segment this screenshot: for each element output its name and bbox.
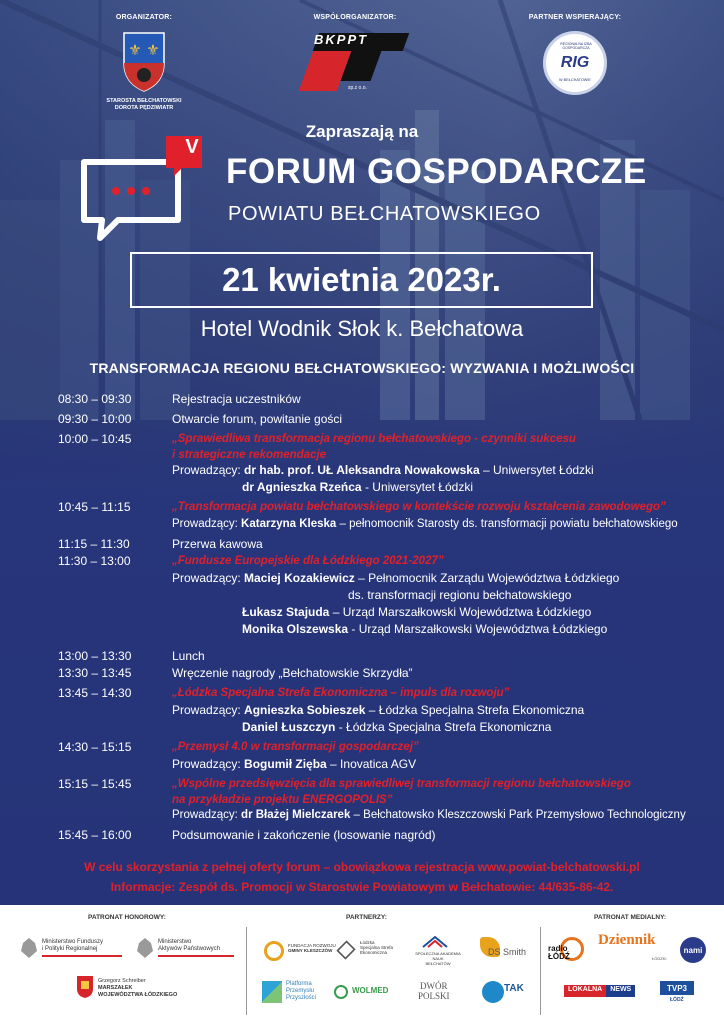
ppp-line2: Przemysłu <box>286 988 315 994</box>
session-title: „Transformacja powiatu bełchatowskiego w kontekście rozwoju kształcenia zawodowego” <box>172 501 666 513</box>
tak-logo: TAK <box>504 983 524 994</box>
dwor-polski-logo <box>418 981 450 1001</box>
frgk-logo <box>288 943 336 953</box>
eagle-icon <box>136 937 154 959</box>
speaker-row <box>58 719 698 736</box>
frgk-line1: FUNDACJA ROZWOJU <box>288 943 336 948</box>
san-line2: BEŁCHATÓW <box>425 961 451 966</box>
flag-stripe <box>42 955 122 957</box>
agenda-item: Rejestracja uczestników <box>172 392 301 406</box>
lokalna-news-logo <box>564 985 635 997</box>
divider <box>540 927 541 1015</box>
agenda-row <box>58 648 698 665</box>
speaker-name: dr Agnieszka Rzeńca <box>242 480 362 494</box>
host-label: Prowadzący: <box>172 463 241 477</box>
ppp-logo <box>286 981 316 1002</box>
rig-logo-text: RIG <box>560 54 590 71</box>
ministry-funds-logo <box>42 939 122 957</box>
agenda-row <box>58 665 698 682</box>
host-label: Prowadzący: <box>172 809 238 821</box>
supporting-partner-label: PARTNER WSPIERAJĄCY: <box>528 14 622 21</box>
bkppt-logo <box>296 27 414 97</box>
agenda-time: 15:15 – 15:45 <box>58 777 132 791</box>
rig-logo-ring-text: REGIONALNA IZBA GOSPODARCZA <box>560 42 592 50</box>
event-date-text: 21 kwietnia 2023r. <box>222 261 501 298</box>
speaker-line <box>172 756 416 773</box>
session-title: „Wspólne przedsięwzięcia dla sprawiedliwej transformacji regionu bełchatowskiego <box>172 778 631 790</box>
speaker-row <box>58 479 698 496</box>
speaker-name: dr hab. prof. UŁ Aleksandra Nowakowska <box>244 463 480 477</box>
agenda-row <box>58 739 698 756</box>
ppp-logo-mark <box>262 981 282 1003</box>
honorary-patronage-label: PATRONAT HONOROWY: <box>88 914 166 921</box>
agenda-time: 11:15 – 11:30 <box>58 537 130 551</box>
speaker-row <box>58 621 698 638</box>
ministry-assets-line2: Aktywów Państwowych <box>158 946 221 952</box>
session-title-cont: i strategiczne rekomendacje <box>172 449 327 461</box>
agenda-time: 10:00 – 10:45 <box>58 432 132 446</box>
speaker-row <box>58 587 698 604</box>
ministry-funds-line1: Ministerstwo Funduszy <box>42 939 104 945</box>
dziennik-lodzki-logo: Dziennik <box>598 932 656 948</box>
frgk-line2: GMINY KLESZCZÓW <box>288 948 333 953</box>
agenda-time: 10:45 – 11:15 <box>58 500 131 514</box>
marshal-line2: MARSZAŁEK <box>98 985 133 991</box>
organizer-block <box>98 14 190 112</box>
speaker-line <box>242 621 607 638</box>
agenda-row <box>58 793 698 807</box>
agenda-item: Lunch <box>172 649 205 663</box>
media-patronage-label: PATRONAT MEDIALNY: <box>594 914 667 921</box>
co-organizer-label: WSPÓŁORGANIZATOR: <box>313 14 397 21</box>
supporting-partner-block <box>520 14 630 95</box>
agenda-row <box>58 536 698 553</box>
agenda-time: 13:45 – 14:30 <box>58 686 132 700</box>
speaker-org: - Uniwersytet Łódzki <box>361 480 473 494</box>
forum-theme: TRANSFORMACJA REGIONU BEŁCHATOWSKIEGO: WYZWANIA I MOŻLIWOŚCI <box>89 360 635 376</box>
host-label: Prowadzący: <box>172 703 241 717</box>
news-text: NEWS <box>606 985 635 997</box>
dwor-polski-line1: DWÓR <box>420 981 448 991</box>
event-date <box>130 252 593 308</box>
speaker-line <box>242 719 551 736</box>
speaker-org: – Bełchatowsko Kleszczowski Park Przemysłowo Technologiczny <box>350 809 686 821</box>
speaker-row <box>58 570 698 587</box>
bkppt-logo-sub: sp.z o.o. <box>348 85 367 91</box>
speaker-row <box>58 604 698 621</box>
tvp3-logo <box>660 981 694 995</box>
agenda-row <box>58 448 698 462</box>
lsse-logo <box>360 940 393 955</box>
san-book-icon <box>422 935 448 949</box>
session-title: „Fundusze Europejskie dla Łódzkiego 2021-2027” <box>172 555 444 567</box>
speaker-org: – Uniwersytet Łódzki <box>479 463 594 477</box>
organizer-caption-1: STAROSTA BEŁCHATOWSKI <box>106 98 182 104</box>
speaker-name: dr Błażej Mielczarek <box>241 809 351 821</box>
lsse-line2: Specjalna Strefa <box>360 945 394 950</box>
flag-stripe <box>158 955 234 957</box>
session-title: „Przemysł 4.0 w transformacji gospodarczej” <box>172 741 419 753</box>
registration-line: W celu skorzystania z pełnej oferty forum – obowiązkowa rejestracja www.powiat-belchatowski.pl <box>84 860 640 874</box>
ministry-assets-logo <box>158 939 234 957</box>
partners-footer <box>0 905 724 1024</box>
speaker-org: – Inovatica AGV <box>326 757 417 771</box>
agenda-time: 13:30 – 13:45 <box>58 666 132 680</box>
agenda-item: Przerwa kawowa <box>172 537 263 551</box>
tvp3-logo-text: TVP3 <box>666 983 687 993</box>
nami-logo <box>680 937 706 963</box>
registration-notice <box>0 857 724 897</box>
session-title-cont: na przykładzie projektu ENERGOPOLIS” <box>172 794 393 806</box>
speaker-name: Bogumił Zięba <box>244 757 327 771</box>
contact-line: Informacje: Zespół ds. Promocji w Starostwie Powiatowym w Bełchatowie: 44/635-86-42. <box>110 880 614 894</box>
radio-lodz-logo <box>548 945 570 961</box>
organizer-caption-2: DOROTA PĘDZIWIATR <box>114 105 174 111</box>
speaker-org: – pełnomocnik Starosty ds. transformacji powiatu bełchatowskiego <box>336 518 678 530</box>
radio-lodz-line1: radio <box>548 944 568 953</box>
agenda-time: 15:45 – 16:00 <box>58 828 132 842</box>
lsse-logo-mark <box>336 940 355 959</box>
speaker-line <box>172 702 584 719</box>
agenda <box>58 391 698 844</box>
wolmed-logo-mark <box>334 985 348 999</box>
forum-subtitle: POWIATU BEŁCHATOWSKIEGO <box>228 203 541 225</box>
san-line1: SPOŁECZNA AKADEMIA NAUK <box>415 951 461 961</box>
coat-of-arms-icon <box>119 29 169 93</box>
marshal-logo <box>98 978 177 999</box>
speaker-org: – Urząd Marszałkowski Województwa Łódzkiego <box>329 605 592 619</box>
agenda-time: 14:30 – 15:15 <box>58 740 132 754</box>
nami-logo-text: nami <box>683 945 703 955</box>
speaker-name: Maciej Kozakiewicz <box>244 571 355 585</box>
marshal-line3: WOJEWÓDZTWA ŁÓDZKIEGO <box>98 992 178 998</box>
dziennik-lodzki-sub: ŁÓDZKI <box>652 956 667 961</box>
agenda-row <box>58 499 698 516</box>
radio-lodz-line2: ŁÓDŹ <box>548 952 570 961</box>
san-logo <box>410 951 466 966</box>
speaker-org: - Urząd Marszałkowski Województwa Łódzkiego <box>348 622 608 636</box>
agenda-time: 08:30 – 09:30 <box>58 392 132 406</box>
lsse-line3: Ekonomiczna <box>360 950 388 955</box>
co-organizer-block <box>296 14 414 97</box>
bkppt-logo-text: BKPPT <box>314 32 369 47</box>
speaker-row <box>58 516 698 533</box>
partners-label: PARTNERZY: <box>346 914 387 921</box>
speaker-row <box>58 807 698 824</box>
speaker-line <box>172 570 619 587</box>
svg-text:⚜: ⚜ <box>146 42 160 59</box>
tvp3-logo-sub: ŁÓDŹ <box>670 997 684 1003</box>
agenda-row <box>58 827 698 844</box>
speaker-line <box>242 604 591 621</box>
agenda-item: Podsumowanie i zakończenie (losowanie nagród) <box>172 828 436 842</box>
ppp-line1: Platforma <box>286 981 312 987</box>
speaker-row <box>58 702 698 719</box>
svg-text:⚜: ⚜ <box>128 42 142 59</box>
speaker-name: Daniel Łuszczyn <box>242 720 336 734</box>
forum-title: FORUM GOSPODARCZE <box>226 152 647 191</box>
agenda-time: 11:30 – 13:00 <box>58 554 131 568</box>
speaker-row <box>58 462 698 479</box>
ministry-assets-line1: Ministerstwo <box>158 939 192 945</box>
speaker-name: Monika Olszewska <box>242 622 349 636</box>
speaker-line <box>172 462 594 479</box>
speaker-name: Agnieszka Sobieszek <box>244 703 366 717</box>
wolmed-logo: WOLMED <box>352 986 389 995</box>
kombinat-logo-mark <box>482 981 504 1003</box>
agenda-time: 09:30 – 10:00 <box>58 412 132 426</box>
lodz-voivodeship-crest-icon <box>76 975 94 999</box>
session-title: „Łódzka Specjalna Strefa Ekonomiczna – impuls dla rozwoju” <box>172 687 510 699</box>
host-label: Prowadzący: <box>172 518 238 530</box>
edition-badge: V <box>185 136 199 158</box>
speaker-line <box>172 516 678 533</box>
speaker-name: Łukasz Stajuda <box>242 605 330 619</box>
speaker-line <box>242 479 473 496</box>
agenda-item: Otwarcie forum, powitanie gości <box>172 412 343 426</box>
rig-logo <box>543 31 607 95</box>
ministry-funds-line2: i Polityki Regionalnej <box>42 946 98 952</box>
ppp-line3: Przyszłości <box>286 995 317 1001</box>
invite-text: Zapraszają na <box>305 122 419 141</box>
agenda-row <box>58 391 698 408</box>
agenda-row <box>58 431 698 448</box>
frgk-logo-mark <box>264 941 284 961</box>
eagle-icon <box>20 937 38 959</box>
speaker-org: - Łódzka Specjalna Strefa Ekonomiczna <box>335 720 552 734</box>
organizer-label: ORGANIZATOR: <box>115 14 173 21</box>
lsse-line1: Łódzka <box>360 940 375 945</box>
speaker-name: Katarzyna Kleska <box>241 518 337 530</box>
agenda-row <box>58 685 698 702</box>
agenda-row <box>58 553 698 570</box>
event-venue: Hotel Wodnik Słok k. Bełchatowa <box>200 316 524 341</box>
speaker-row <box>58 756 698 773</box>
agenda-row <box>58 776 698 793</box>
agenda-row <box>58 411 698 428</box>
speaker-org: – Łódzka Specjalna Strefa Ekonomiczna <box>365 703 585 717</box>
agenda-time: 13:00 – 13:30 <box>58 649 132 663</box>
host-label: Prowadzący: <box>172 571 241 585</box>
agenda-item: Wręczenie nagrody „Bełchatowskie Skrzydła” <box>172 666 413 680</box>
rig-logo-city: W BEŁCHATOWIE <box>559 78 591 82</box>
session-title: „Sprawiedliwa transformacja regionu bełchatowskiego - czynniki sukcesu <box>172 433 576 445</box>
marshal-line1: Grzegorz Schreiber <box>98 978 146 984</box>
dwor-polski-line2: POLSKI <box>418 991 450 1001</box>
host-label: Prowadzący: <box>172 757 241 771</box>
divider <box>246 927 247 1015</box>
speaker-org: – Pełnomocnik Zarządu Województwa Łódzkiego <box>354 571 620 585</box>
speaker-org-cont: ds. transformacji regionu bełchatowskiego <box>348 588 572 602</box>
ds-smith-logo: DS Smith <box>488 947 527 957</box>
lokalna-text: LOKALNA <box>564 985 606 997</box>
speaker-line <box>172 807 686 824</box>
